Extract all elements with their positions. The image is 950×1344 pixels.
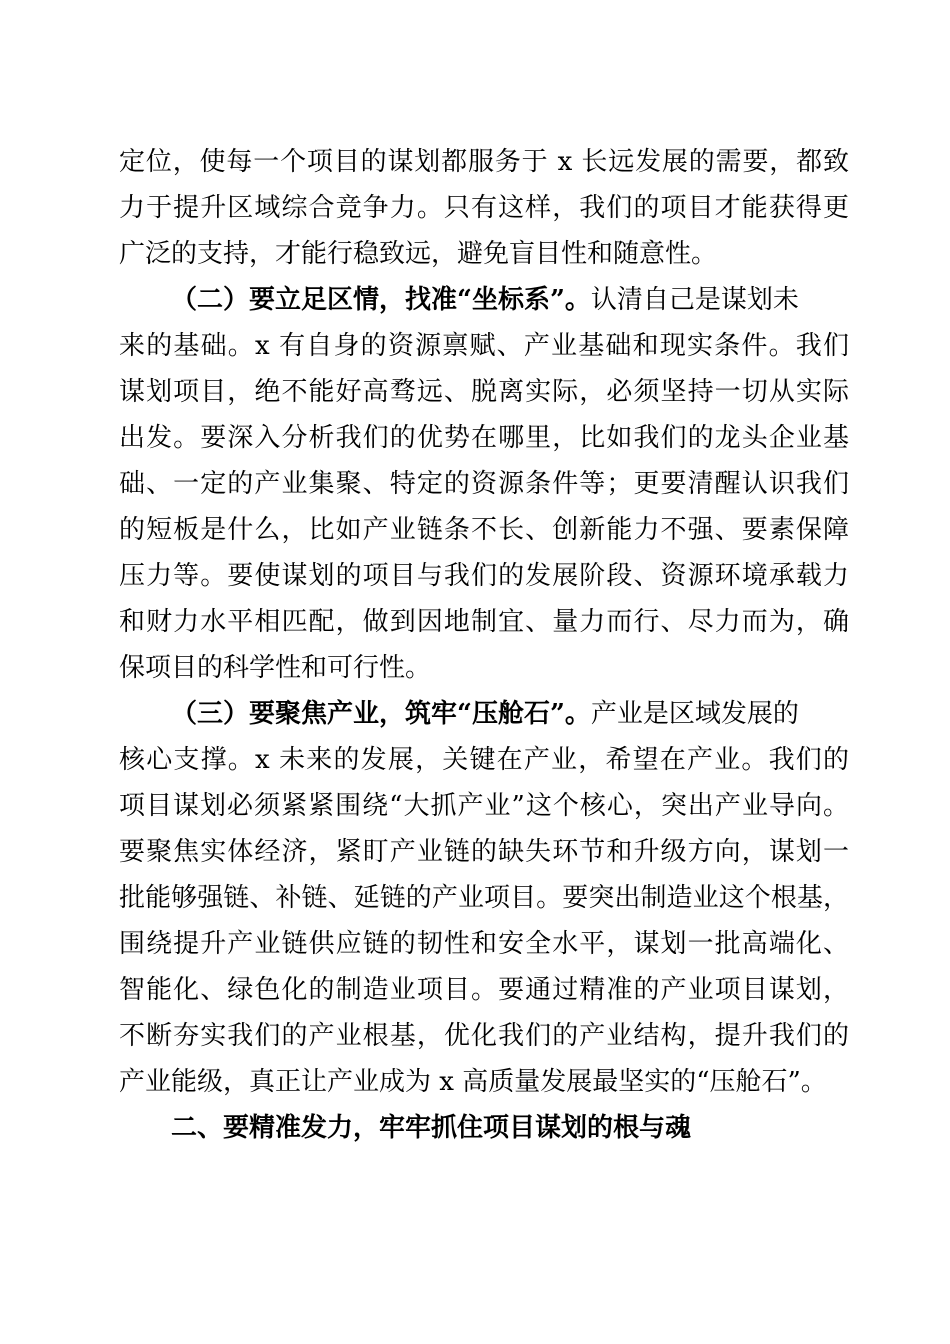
paragraph-line: 不断夯实我们的产业根基，优化我们的产业结构，提升我们的	[119, 1021, 849, 1051]
paragraph-line: 压力等。要使谋划的项目与我们的发展阶段、资源环境承载力	[119, 561, 849, 591]
paragraph-line: 要聚焦实体经济，紧盯产业链的缺失环节和升级方向，谋划一	[119, 837, 849, 867]
paragraph-line: 定位，使每一个项目的谋划都服务于 x 长远发展的需要，都致	[119, 147, 849, 177]
paragraph-line: 的短板是什么，比如产业链条不长、创新能力不强、要素保障	[119, 515, 849, 545]
section-2-first-line-text: 认清自己是谋划未	[590, 285, 799, 315]
paragraph-line: 项目谋划必须紧紧围绕“大抓产业”这个核心，突出产业导向。	[119, 791, 849, 821]
main-heading: 二、要精准发力，牢牢抓住项目谋划的根与魂	[171, 1113, 692, 1143]
paragraph-line: 产业能级，真正让产业成为 x 高质量发展最坚实的“压舱石”。	[119, 1067, 827, 1097]
paragraph-line: 智能化、绿色化的制造业项目。要通过精准的产业项目谋划，	[119, 975, 849, 1005]
paragraph-line: 出发。要深入分析我们的优势在哪里，比如我们的龙头企业基	[119, 423, 849, 453]
section-3-first-line-text: 产业是区域发展的	[590, 699, 799, 729]
section-2-heading: （二）要立足区情，找准“坐标系”。	[171, 285, 591, 315]
paragraph-line: 力于提升区域综合竞争力。只有这样，我们的项目才能获得更	[119, 193, 849, 223]
paragraph-line: 保项目的科学性和可行性。	[119, 653, 432, 683]
section-2-first-line	[171, 277, 849, 323]
paragraph-line: 础、一定的产业集聚、特定的资源条件等；更要清醒认识我们	[119, 469, 849, 499]
paragraph-line: 核心支撑。x 未来的发展，关键在产业，希望在产业。我们的	[119, 745, 849, 775]
section-3-heading: （三）要聚焦产业，筑牢“压舱石”。	[171, 699, 591, 729]
paragraph-line: 和财力水平相匹配，做到因地制宜、量力而行、尽力而为，确	[119, 607, 849, 637]
section-3-first-line	[171, 691, 849, 737]
paragraph-line: 批能够强链、补链、延链的产业项目。要突出制造业这个根基，	[119, 883, 849, 913]
paragraph-line: 谋划项目，绝不能好高骛远、脱离实际，必须坚持一切从实际	[119, 377, 849, 407]
paragraph-line: 广泛的支持，才能行稳致远，避免盲目性和随意性。	[119, 239, 718, 269]
paragraph-line: 围绕提升产业链供应链的韧性和安全水平，谋划一批高端化、	[119, 929, 849, 959]
paragraph-line: 来的基础。x 有自身的资源禀赋、产业基础和现实条件。我们	[119, 331, 849, 361]
